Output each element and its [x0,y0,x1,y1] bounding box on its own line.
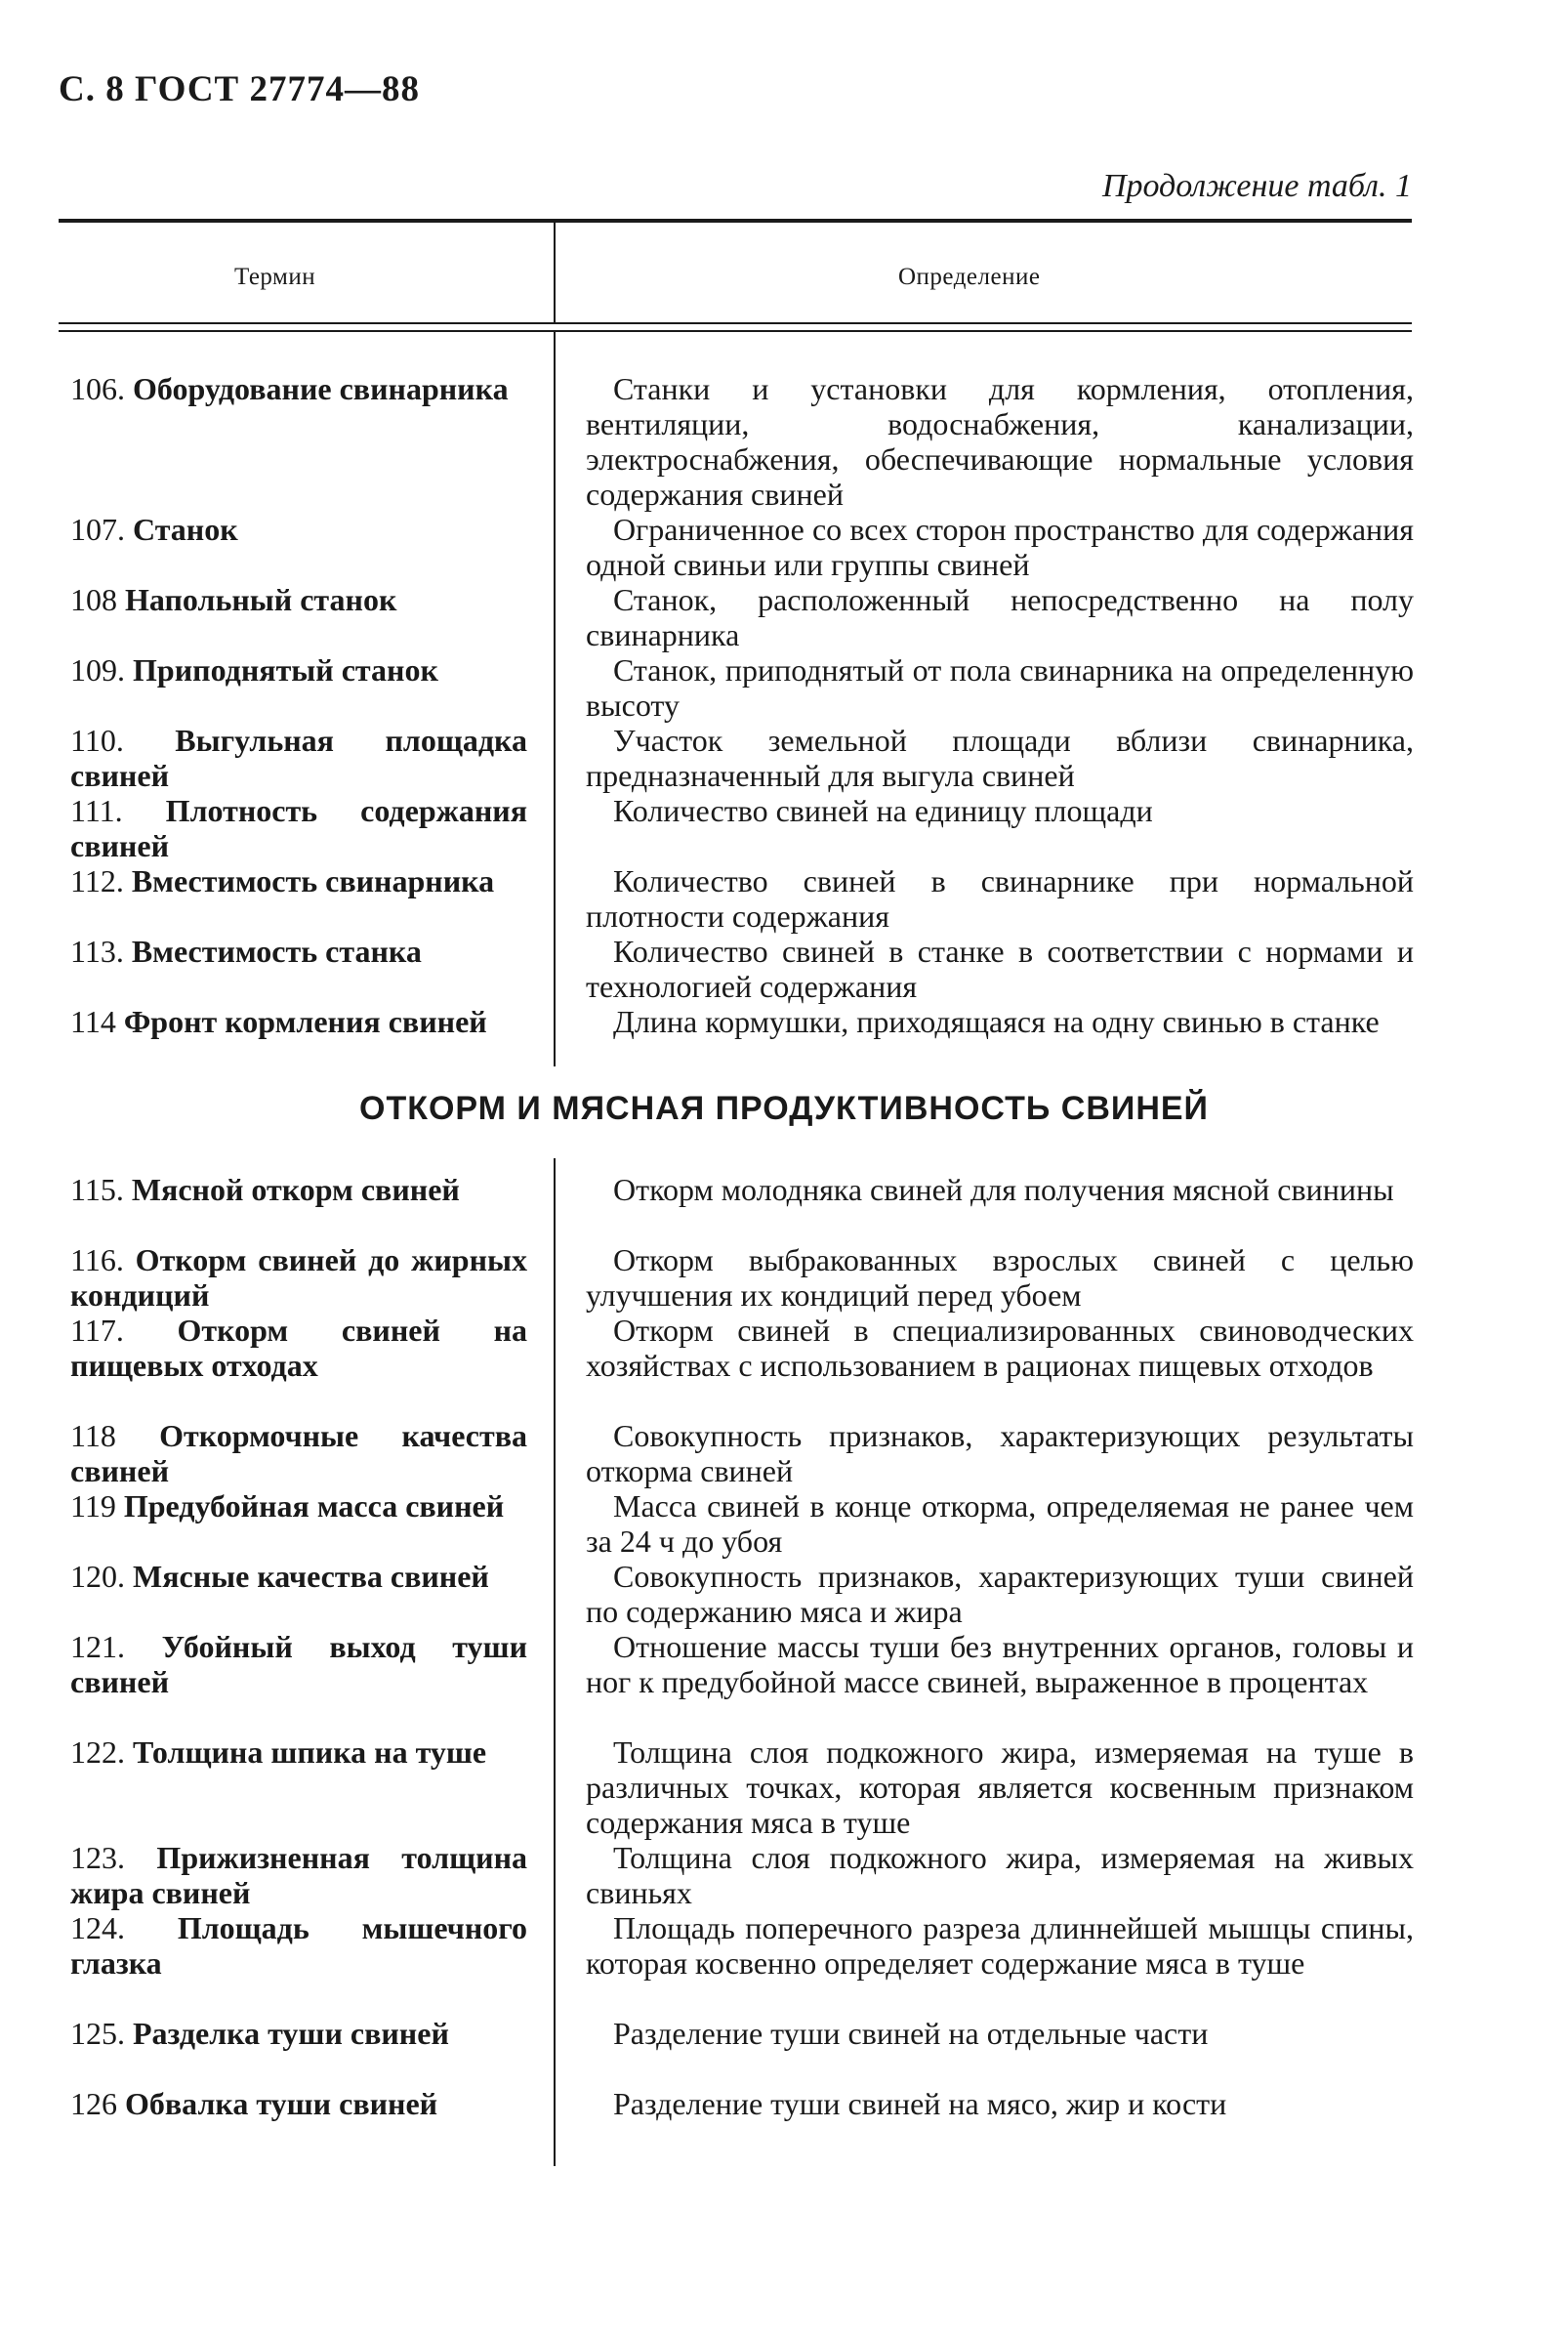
term-cell: 112. Вместимость свинарника [70,863,495,898]
term-cell: 119 Предубойная масса свиней [70,1488,505,1524]
header-rule-1 [59,322,1412,324]
term-cell: 114 Фронт кормления свиней [70,1004,487,1039]
term-cell: 110. Выгульная площадка свиней [70,723,528,793]
definition-cell: Площадь поперечного разреза длиннейшей мышцы спины, которая косвенно определяет содержание мяса в туше [586,1910,1414,1981]
term-cell: 126 Обвалка туши свиней [70,2086,438,2121]
term-cell: 121. Убойный выход туши свиней [70,1629,528,1699]
header-rule-2 [59,330,1412,332]
term-cell: 117. Откорм свиней на пищевых отходах [70,1313,527,1383]
column-divider-header [554,223,556,322]
definition-cell: Откорм молодняка свиней для получения мясной свинины [613,1172,1394,1207]
table-top-rule [59,219,1412,223]
section-title: ОТКОРМ И МЯСНАЯ ПРОДУКТИВНОСТЬ СВИНЕЙ [359,1090,1209,1127]
definition-cell: Станок, расположенный непосредственно на полу свинарника [586,582,1414,652]
definition-cell: Станки и установки для кормления, отопления, вентиляции, водоснабжения, канализации, электроснабжения, обеспечивающие нормальные условия содержания свиней [586,371,1414,512]
definition-cell: Масса свиней в конце откорма, определяемая не ранее чем за 24 ч до убоя [586,1488,1414,1559]
column-divider-part1 [554,332,556,1066]
term-cell: 122. Толщина шпика на туше [70,1734,487,1770]
definition-cell: Отношение массы туши без внутренних органов, головы и ног к предубойной массе свиней, выраженное в процентах [586,1629,1414,1699]
term-cell: 109. Приподнятый станок [70,652,438,688]
definition-cell: Количество свиней на единицу площади [613,793,1153,828]
term-cell: 120. Мясные качества свиней [70,1559,489,1594]
term-cell: 123. Прижизненная толщина жира свиней [70,1840,528,1910]
term-cell: 116. Откорм свиней до жирных кондиций [70,1242,528,1313]
term-cell: 124. Площадь мышечного глазка [70,1910,528,1981]
page-header: С. 8 ГОСТ 27774—88 [59,69,420,109]
table-continuation-note: Продолжение табл. 1 [1101,168,1412,204]
column-divider-part2 [554,1158,556,2166]
definition-cell: Совокупность признаков, характеризующих результаты откорма свиней [586,1418,1414,1488]
definition-cell: Длина кормушки, приходящаяся на одну свинью в станке [613,1004,1380,1039]
definition-cell: Совокупность признаков, характеризующих туши свиней по содержанию мяса и жира [586,1559,1414,1629]
definition-cell: Толщина слоя подкожного жира, измеряемая на живых свиньях [586,1840,1414,1910]
column-header-definition: Определение [898,264,1041,290]
definition-cell: Разделение туши свиней на мясо, жир и кости [613,2086,1227,2121]
term-cell: 118 Откормочные качества свиней [70,1418,528,1488]
definition-cell: Откорм свиней в специализированных свиноводческих хозяйствах с использованием в рационах пищевых отходов [586,1313,1414,1383]
definition-cell: Количество свиней в свинарнике при нормальной плотности содержания [586,863,1414,934]
term-cell: 115. Мясной откорм свиней [70,1172,460,1207]
term-cell: 107. Станок [70,512,238,547]
term-cell: 113. Вместимость станка [70,934,422,969]
term-cell: 125. Разделка туши свиней [70,2016,449,2051]
definition-cell: Количество свиней в станке в соответствии с нормами и технологией содержания [586,934,1414,1004]
definition-cell: Разделение туши свиней на отдельные части [613,2016,1209,2051]
column-header-term: Термин [234,264,316,290]
definition-cell: Откорм выбракованных взрослых свиней с целью улучшения их кондиций перед убоем [586,1242,1414,1313]
definition-cell: Толщина слоя подкожного жира, измеряемая на туше в различных точках, которая является косвенным признаком содержания мяса в туше [586,1734,1414,1840]
term-cell: 111. Плотность содержания свиней [70,793,527,863]
definition-cell: Участок земельной площади вблизи свинарника, предназначенный для выгула свиней [586,723,1414,793]
term-cell: 106. Оборудование свинарника [70,371,509,406]
definition-cell: Ограниченное со всех сторон пространство для содержания одной свиньи или группы свиней [586,512,1414,582]
definition-cell: Станок, приподнятый от пола свинарника на определенную высоту [586,652,1414,723]
term-cell: 108 Напольный станок [70,582,397,617]
